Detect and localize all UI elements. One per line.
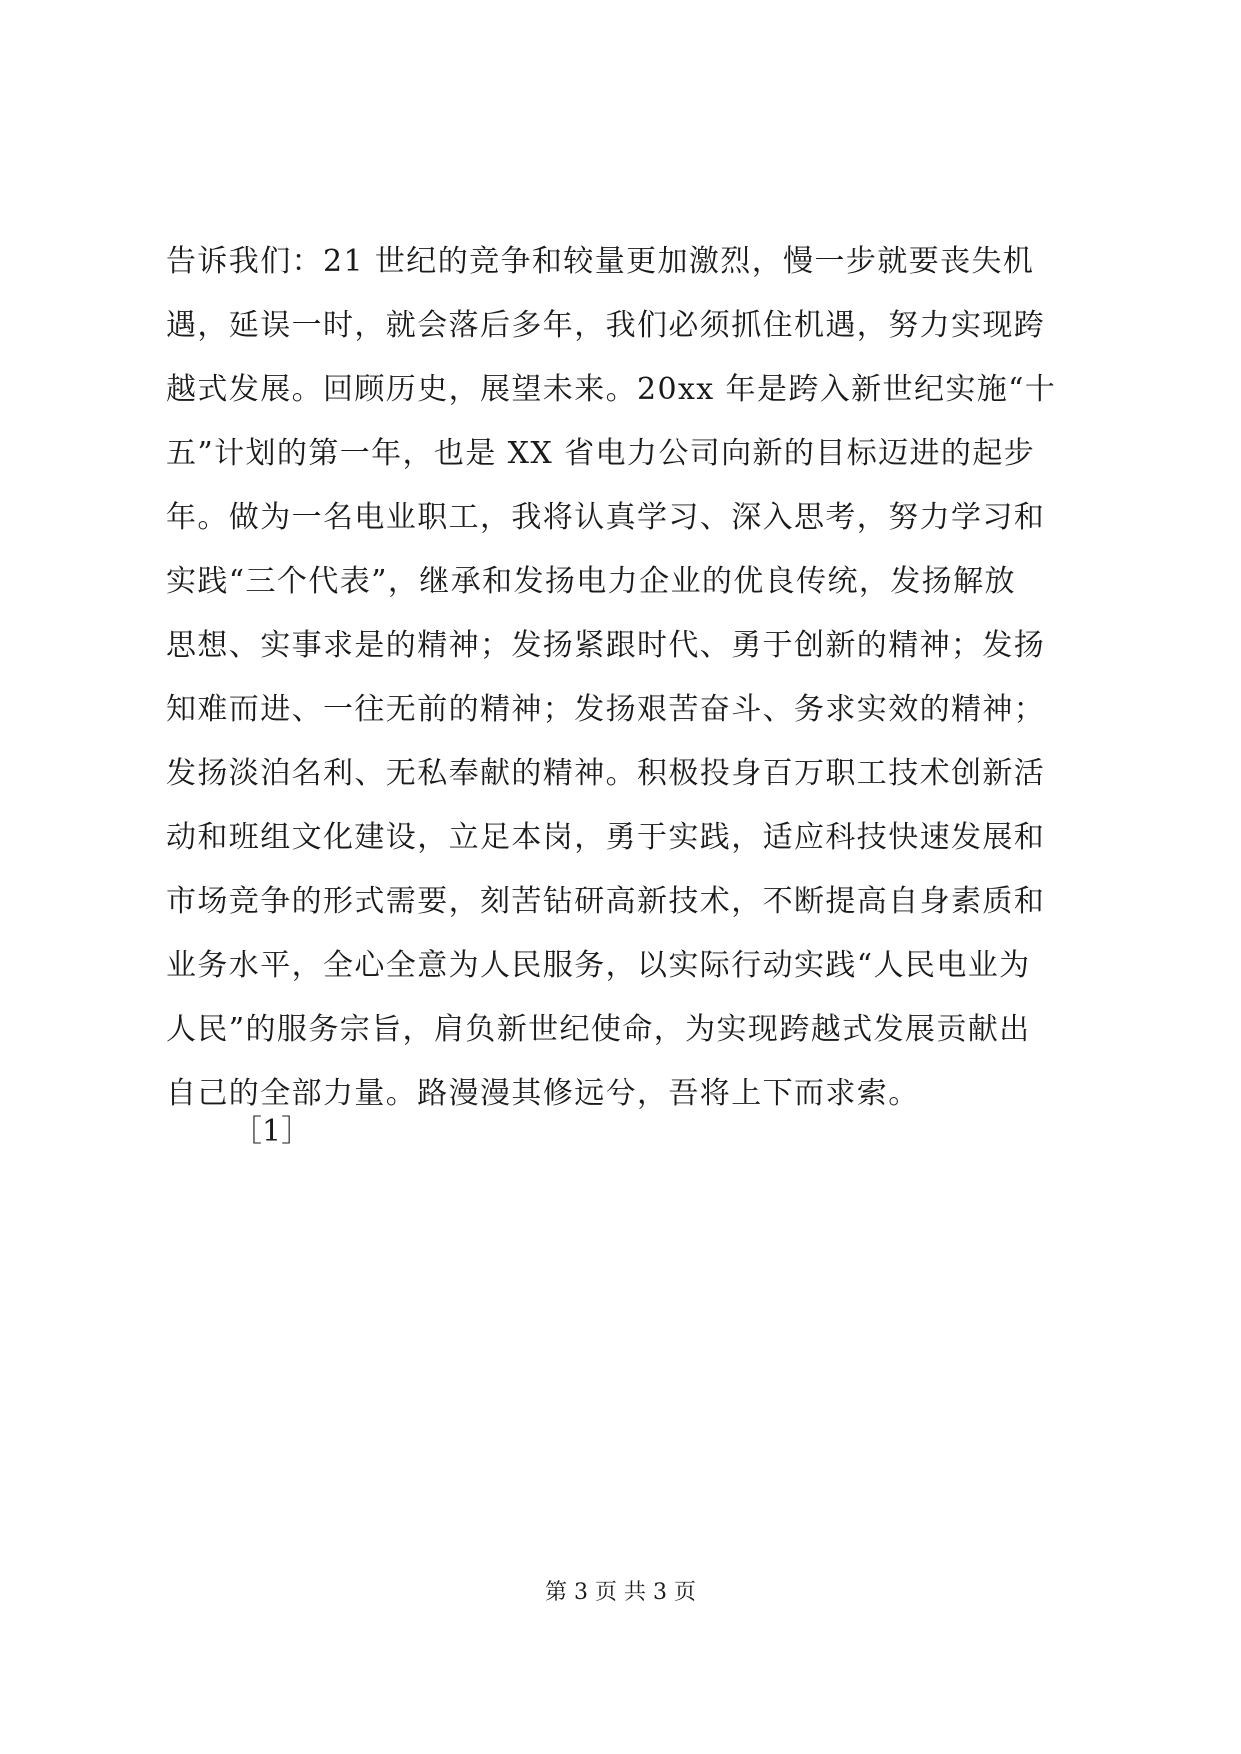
reference-mark: ［1］ [232, 1114, 312, 1149]
text-line: 遇，延误一时，就会落后多年，我们必须抓住机遇，努力实现跨 [166, 308, 1046, 343]
text-line: 动和班组文化建设，立足本岗，勇于实践，适应科技快速发展和 [166, 820, 1046, 855]
text-line: 人民”的服务宗旨，肩负新世纪使命，为实现跨越式发展贡献出 [166, 1012, 1031, 1047]
page-footer: 第 3 页 共 3 页 [545, 1580, 696, 1605]
text-line: 告诉我们：21 世纪的竞争和较量更加激烈，慢一步就要丧失机 [166, 244, 1035, 279]
text-line: 思想、实事求是的精神；发扬紧跟时代、勇于创新的精神；发扬 [166, 628, 1046, 663]
text-line: 业务水平，全心全意为人民服务，以实际行动实践“人民电业为 [166, 948, 1031, 983]
text-line: 越式发展。回顾历史，展望未来。20xx 年是跨入新世纪实施“十 [166, 372, 1057, 407]
text-line: 市场竞争的形式需要，刻苦钻研高新技术，不断提高自身素质和 [166, 884, 1046, 919]
text-line: 五”计划的第一年，也是 XX 省电力公司向新的目标迈进的起步 [166, 436, 1036, 471]
text-line: 发扬淡泊名利、无私奉献的精神。积极投身百万职工技术创新活 [166, 756, 1046, 791]
text-line: 年。做为一名电业职工，我将认真学习、深入思考，努力学习和 [166, 500, 1046, 535]
text-line: 知难而进、一往无前的精神；发扬艰苦奋斗、务求实效的精神； [166, 692, 1046, 727]
text-line: 实践“三个代表”，继承和发扬电力企业的优良传统，发扬解放 [166, 564, 1016, 599]
body-paragraph [166, 230, 1086, 1126]
text-line: 自己的全部力量。路漫漫其修远兮，吾将上下而求索。 [166, 1076, 920, 1111]
